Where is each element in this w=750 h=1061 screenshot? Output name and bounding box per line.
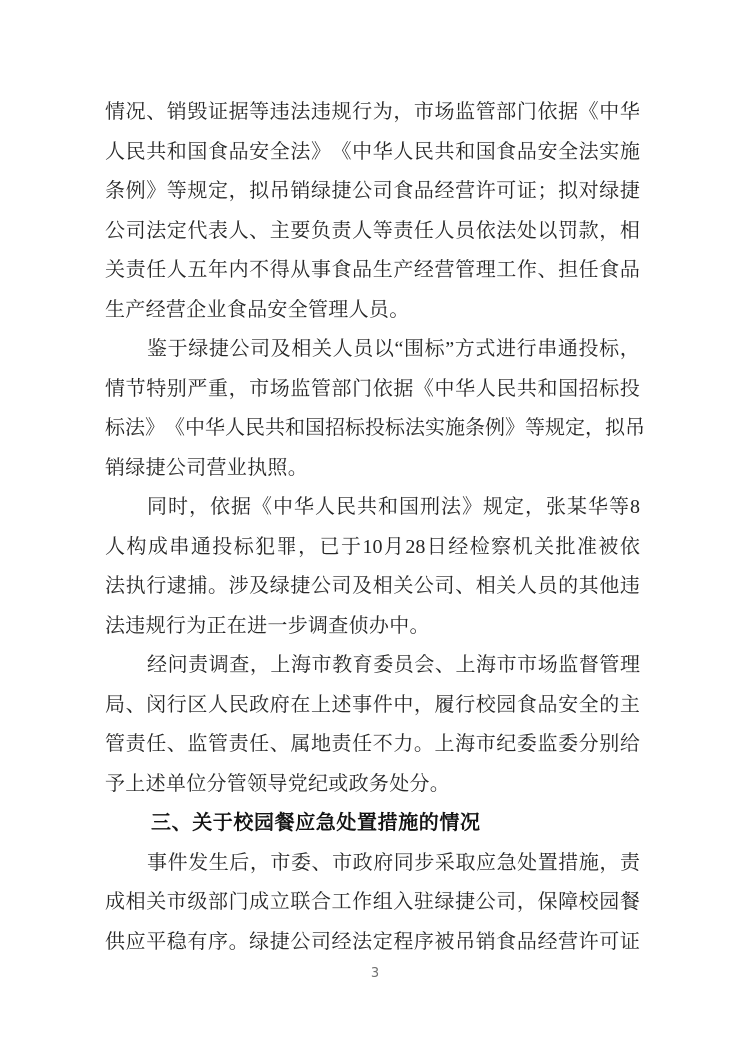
document-line: 成 相 关 市 级 部 门 成 立 联 合 工 作 组 入 驻 绿 捷 公 司 ， 保 障 校 园 餐 [105,891,640,913]
document-line: 供 应 平 稳 有 序 。 绿 捷 公 司 经 法 定 程 序 被 吊 销 食 品 经 营 许 可 证 [105,930,640,953]
document-body [105,93,645,962]
document-line: 人 构 成 串 通 投 标 犯 罪 ， 已 于 10 月 28 日 经 检 察 机 关 批 准 被 依 [105,535,640,558]
document-line: 条 例 》 等 规 定 ， 拟 吊 销 绿 捷 公 司 食 品 经 营 许 可 证 ； 拟 对 绿 捷 [105,180,640,202]
document-line: 同 时 ， 依 据 《 中 华 人 民 共 和 国 刑 法 》 规 定 ， 张 某 华 等 8 [147,496,640,518]
document-line: 鉴 于 绿 捷 公 司 及 相 关 人 员 以 “ 围 标 ” 方 式 进 行 串 通 投 标 ， [147,338,640,360]
document-line: 事 件 发 生 后 ， 市 委 、 市 政 府 同 步 采 取 应 急 处 置 措 施 ， 责 [147,851,640,874]
document-line: 标 法 》 《 中 华 人 民 共 和 国 招 标 投 标 法 实 施 条 例 》 等 规 定 ， 拟 吊 [105,417,645,439]
document-line: 法 执 行 逮 捕 。 涉 及 绿 捷 公 司 及 相 关 公 司 、 相 关 人 员 的 其 他 违 [105,575,640,597]
document-line: 局 、 闵 行 区 人 民 政 府 在 上 述 事 件 中 ， 履 行 校 园 食 品 安 全 的 主 [105,693,640,716]
document-line: 公 司 法 定 代 表 人 、 主 要 负 责 人 等 责 任 人 员 依 法 处 以 罚 款 ， 相 [105,219,640,242]
document-line: 情 节 特 别 严 重 ， 市 场 监 管 部 门 依 据 《 中 华 人 民 共 和 国 招 标 投 [105,377,640,400]
page-number: 3 [370,966,380,981]
document-line: 生产经营企业食品安全管理人员。 [105,298,410,321]
document-line: 关 责 任 人 五 年 内 不 得 从 事 食 品 生 产 经 营 管 理 工 作 、 担 任 食 品 [105,259,640,281]
document-line: 三、关于校园餐应急处置措施的情况 [151,812,481,834]
document-line: 情 况 、 销 毁 证 据 等 违 法 违 规 行 为 ， 市 场 监 管 部 门 依 据 《 中 华 [105,101,640,123]
document-line: 销绿捷公司营业执照。 [105,456,308,479]
document-line: 人 民 共 和 国 食 品 安 全 法 》 《 中 华 人 民 共 和 国 食 品 安 全 法 实 施 [105,140,640,163]
document-line: 法违规行为正在进一步调查侦办中。 [105,614,430,637]
document-line: 管 责 任 、 监 管 责 任 、 属 地 责 任 不 力 。 上 海 市 纪 委 监 委 分 别 给 [105,733,640,755]
document-line: 予上述单位分管领导党纪或政务处分。 [105,772,451,795]
document-line: 经 问 责 调 查 ， 上 海 市 教 育 委 员 会 、 上 海 市 市 场 监 督 管 理 [147,654,640,676]
